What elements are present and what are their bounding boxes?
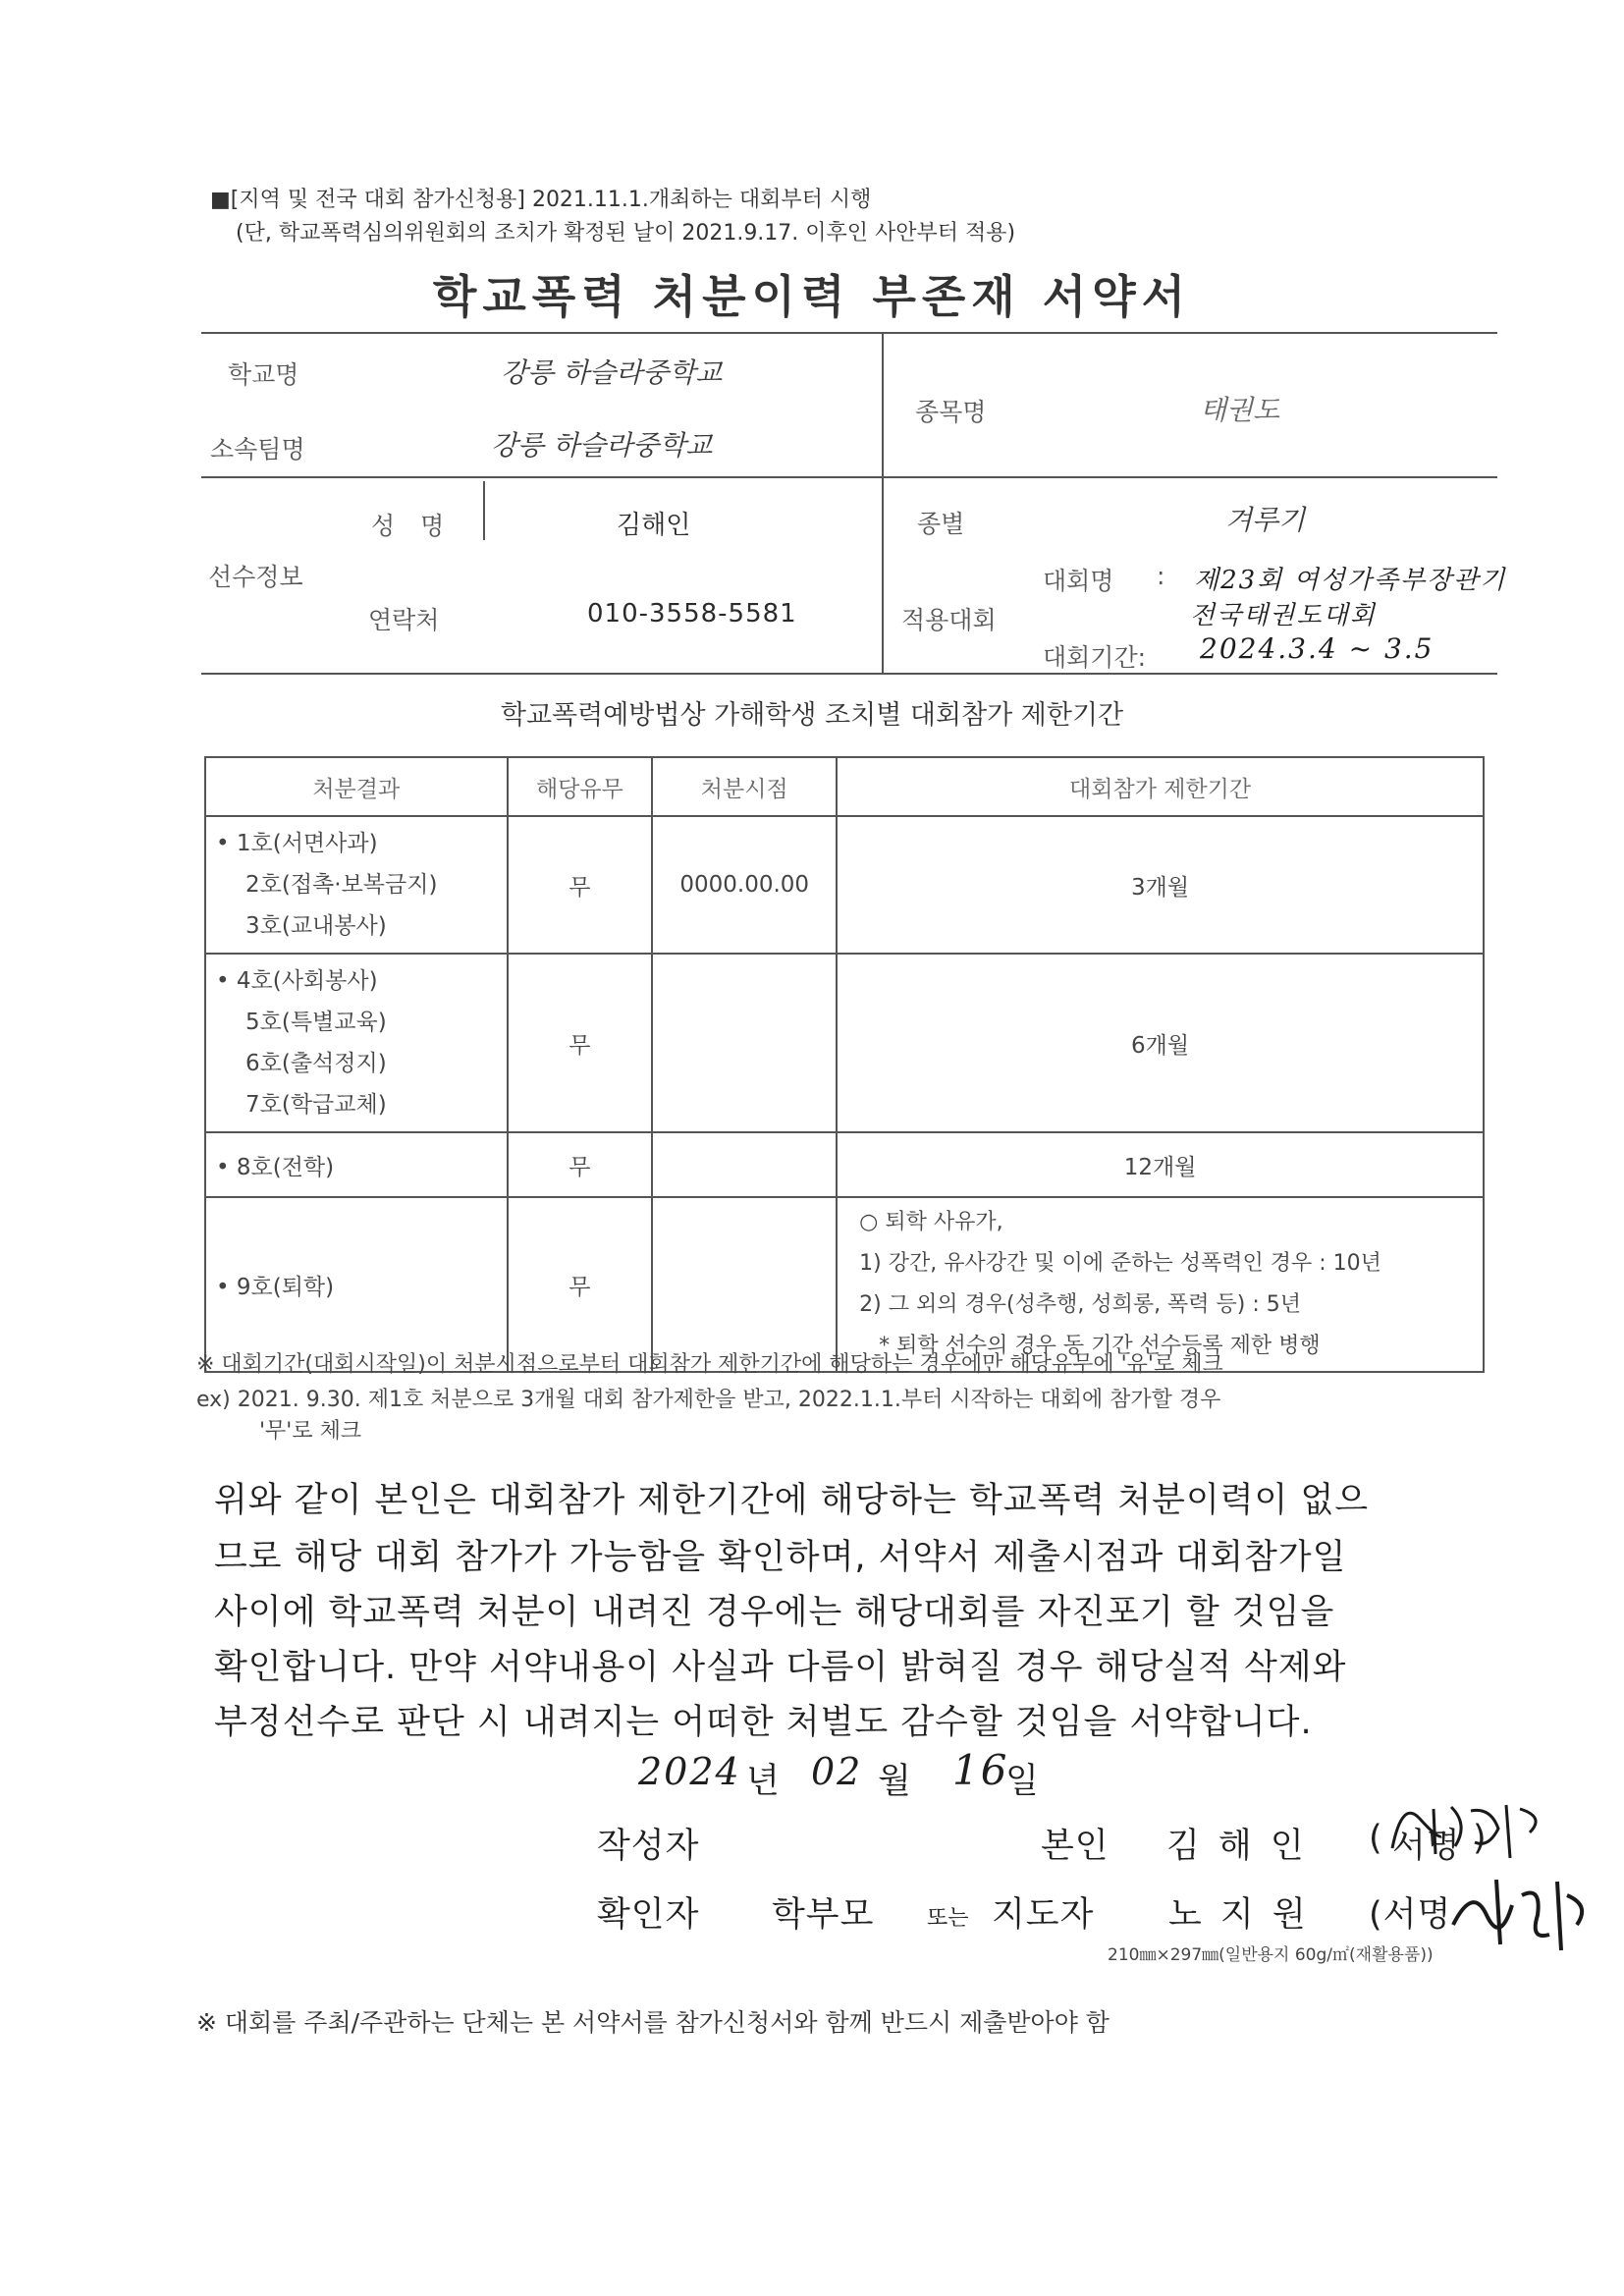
category-value: 겨루기 [1225, 504, 1306, 536]
result-cell: • 8호(전학) [205, 1132, 508, 1197]
period-line: 1) 강간, 유사강간 및 이에 준하는 성폭력인 경우 : 10년 [859, 1251, 1381, 1276]
pledge-line: 사이에 학교폭력 처분이 내려진 경우에는 해당대회를 자진포기 할 것임을 [214, 1593, 1335, 1632]
applicable-cell: 무 [508, 816, 653, 954]
name-label: 성 명 [371, 512, 445, 540]
info-sub-divider [483, 481, 485, 540]
result-line: 6호(출석정지) [245, 1051, 387, 1076]
comp-name-line-1: 제23회 여성가족부장관기 [1194, 566, 1507, 595]
footer-note: ※ 대회를 주최/주관하는 단체는 본 서약서를 참가신청서와 함께 반드시 제출받아야 함 [196, 2008, 1110, 2037]
sign-word: 서명 [1392, 1827, 1461, 1866]
result-line: • 1호(서면사과) [216, 831, 378, 856]
comp-name-colon: : [1157, 562, 1165, 590]
writer-label: 작성자 [597, 1827, 700, 1866]
event-label: 종목명 [915, 398, 987, 426]
coach-name: 노 지 원 [1168, 1895, 1310, 1935]
applied-comp-label: 적용대회 [901, 606, 997, 634]
parent-label: 학부모 [772, 1895, 875, 1935]
header-result: 처분결과 [205, 757, 508, 816]
notice-line-1: ■[지역 및 전국 대회 참가신청용] 2021.11.1.개최하는 대회부터 시행 [210, 188, 872, 212]
table-row [205, 816, 1484, 954]
date-cell [652, 954, 837, 1132]
date-year: 2024 [638, 1750, 741, 1793]
result-line: 5호(특별교육) [245, 1010, 387, 1035]
info-top-border [201, 332, 1497, 334]
period-cell: 3개월 [837, 816, 1484, 954]
result-line: 3호(교내봉사) [245, 913, 387, 939]
table-row [205, 954, 1484, 1132]
comp-period-value: 2024.3.4 ~ 3.5 [1200, 632, 1435, 665]
date-month: 02 [811, 1750, 863, 1793]
applicable-cell: 무 [508, 1132, 653, 1197]
date-cell [652, 1132, 837, 1197]
document-title: 학교폭력 처분이력 부존재 서약서 [432, 270, 1192, 323]
table-row [205, 1132, 1484, 1197]
name-value: 김해인 [617, 511, 691, 540]
contact-value: 010-3558-5581 [587, 599, 797, 629]
info-vertical-divider [882, 332, 884, 673]
sign-open: ( [1369, 1819, 1383, 1858]
notice-line-2: (단, 학교폭력심의위원회의 조치가 확정된 날이 2021.9.17. 이후인 사안부터 적용) [236, 221, 1016, 246]
date-cell: 0000.00.00 [652, 816, 837, 954]
player-info-label: 선수정보 [208, 563, 303, 591]
pledge-line: 위와 같이 본인은 대회참가 제한기간에 해당하는 학교폭력 처분이력이 없으 [214, 1481, 1370, 1520]
note-3: '무'로 체크 [259, 1419, 362, 1444]
period-line: 2) 그 외의 경우(성추행, 성희롱, 폭력 등) : 5년 [859, 1292, 1302, 1317]
comp-period-label: 대회기간: [1043, 643, 1147, 672]
date-day-unit: 일 [1005, 1762, 1040, 1801]
note-1: ※ 대회기간(대회시작일)이 처분시점으로부터 대회참가 제한기간에 해당하는 경우에만 해당유무에 '유'로 체크 [196, 1352, 1223, 1377]
school-value: 강릉 하슬라중학교 [501, 356, 723, 389]
pledge-line: 부정선수로 판단 시 내려지는 어떠한 처벌도 감수할 것임을 서약합니다. [214, 1703, 1313, 1742]
comp-name-label: 대회명 [1043, 567, 1114, 595]
self-label: 본인 [1041, 1827, 1110, 1866]
info-divider-1 [201, 476, 1497, 478]
school-label: 학교명 [228, 360, 299, 389]
applicable-cell: 무 [508, 954, 653, 1132]
period-line: * 퇴학 선수의 경우 동 기간 선수등록 제한 병행 [879, 1334, 1321, 1358]
period-cell: 6개월 [837, 954, 1484, 1132]
result-line: • 4호(사회봉사) [216, 968, 378, 994]
table-header-row [205, 757, 1484, 816]
period-cell [837, 1197, 1484, 1372]
result-cell [205, 954, 508, 1132]
period-cell: 12개월 [837, 1132, 1484, 1197]
date-cell [652, 1197, 837, 1372]
pledge-line: 확인합니다. 만약 서약내용이 사실과 다름이 밝혀질 경우 해당실적 삭제와 [214, 1648, 1347, 1687]
date-month-unit: 월 [878, 1762, 912, 1801]
team-value: 강릉 하슬라중학교 [491, 429, 713, 462]
result-line: 2호(접촉·보복금지) [245, 872, 438, 898]
table-row [205, 1197, 1484, 1372]
paper-spec: 210㎜×297㎜(일반용지 60g/㎡(재활용품)) [1108, 1945, 1434, 1965]
or-label: 또는 [927, 1906, 969, 1931]
coach-signature-icon [1443, 1856, 1600, 1964]
coach-label: 지도자 [992, 1895, 1095, 1935]
info-bottom-border [201, 673, 1497, 675]
note-2: ex) 2021. 9.30. 제1호 처분으로 3개월 대회 참가제한을 받고, 2022.1.1.부터 시작하는 대회에 참가할 경우 [196, 1388, 1221, 1412]
header-applicable: 해당유무 [508, 757, 653, 816]
event-value: 태권도 [1200, 394, 1280, 426]
confirmer-label: 확인자 [597, 1895, 700, 1935]
category-label: 종별 [917, 510, 965, 538]
self-name: 김 해 인 [1166, 1827, 1308, 1866]
applicable-cell: 무 [508, 1197, 653, 1372]
comp-name-line-2: 전국태권도대회 [1190, 601, 1377, 630]
restriction-title: 학교폭력예방법상 가해학생 조치별 대회참가 제한기간 [500, 700, 1124, 731]
pledge-line: 므로 해당 대회 참가가 가능함을 확인하며, 서약서 제출시점과 대회참가일 [214, 1538, 1347, 1577]
result-cell: • 9호(퇴학) [205, 1197, 508, 1372]
coach-sign-open: (서명 [1369, 1895, 1452, 1935]
contact-label: 연락처 [368, 606, 440, 634]
team-label: 소속팀명 [210, 435, 305, 464]
restriction-table [204, 756, 1485, 1373]
date-day: 16 [952, 1746, 1009, 1794]
sign-close: ) [1473, 1819, 1488, 1858]
period-line: ○ 퇴학 사유가, [859, 1210, 1003, 1234]
header-date: 처분시점 [652, 757, 837, 816]
date-year-unit: 년 [746, 1762, 781, 1801]
result-line: 7호(학급교체) [245, 1092, 387, 1118]
header-period: 대회참가 제한기간 [837, 757, 1484, 816]
result-cell [205, 816, 508, 954]
